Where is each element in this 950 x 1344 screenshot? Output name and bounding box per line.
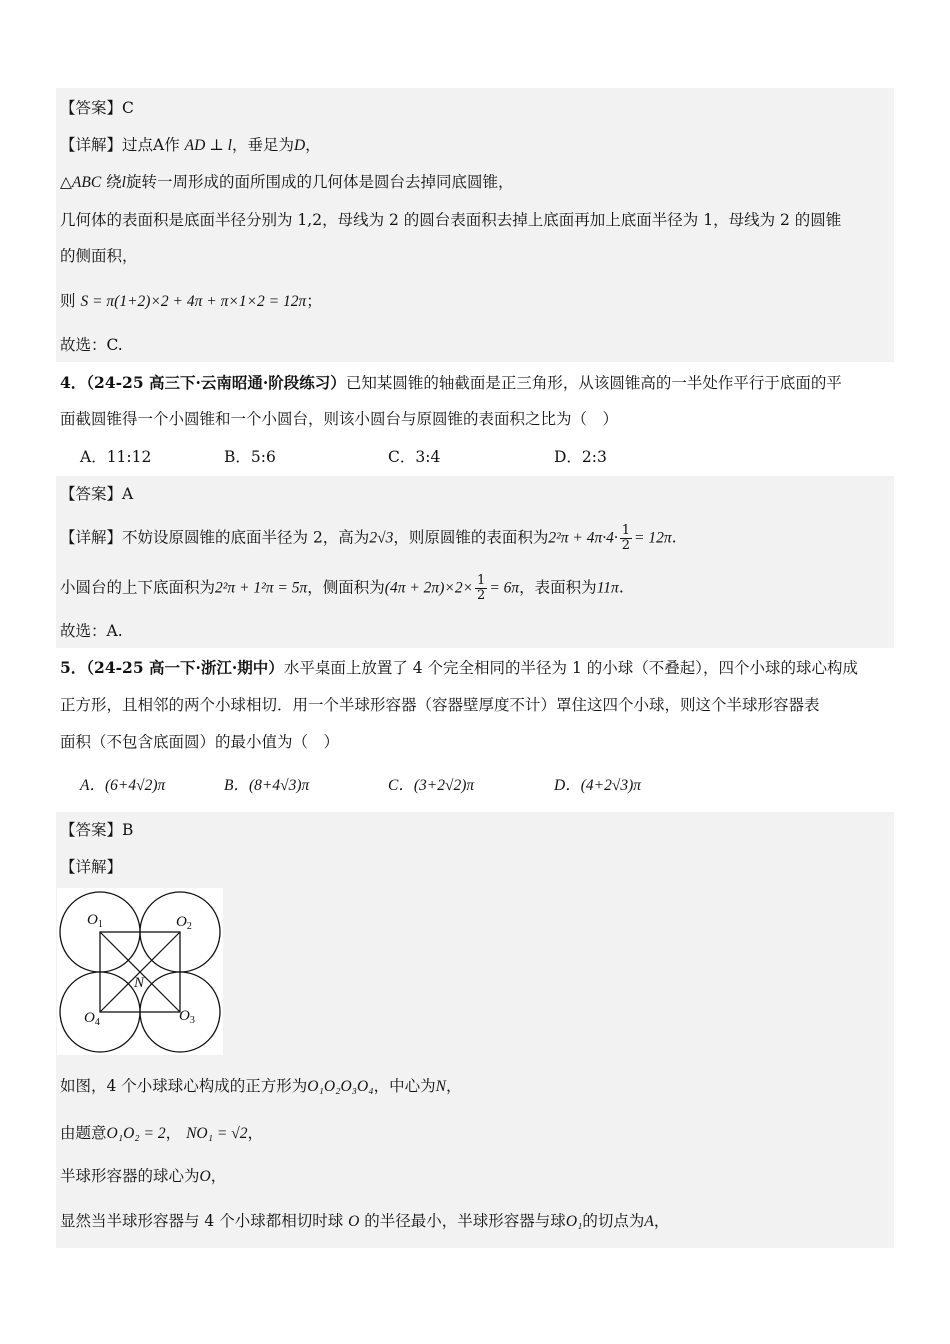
label-o4: $O_4$ — [84, 1010, 100, 1028]
q4-option-a: A．11:12 — [80, 448, 152, 466]
q3-detail-line3: 几何体的表面积是底面半径分别为 1,2，母线为 2 的圆台表面积去掉上底面再加上底面半径为 1，母线为 2 的圆锥 — [60, 211, 842, 229]
detail-label: 【详解】 — [60, 136, 123, 154]
label-o1: $O_1$ — [87, 912, 103, 930]
math-l: l — [121, 174, 126, 191]
math-expr: NO₁ = √2 — [186, 1125, 248, 1142]
q4-number: 4． — [60, 373, 87, 392]
math-expr: = 6π — [489, 579, 520, 597]
math-expr: 11π — [596, 579, 619, 597]
q3-detail-line1 — [60, 134, 321, 157]
fraction — [620, 524, 632, 553]
q5-option-d: D．(4+2√3)π — [554, 777, 641, 794]
math-d: D — [293, 137, 306, 154]
text: ， — [305, 136, 321, 154]
text: . — [671, 528, 677, 547]
text: ，垂足为 — [231, 136, 294, 154]
text: 小圆台的上下底面积为 — [60, 578, 216, 597]
text: 如图，4 个小球球心构成的正方形为 — [60, 1077, 308, 1095]
text: 已知某圆锥的轴截面是正三角形，从该圆锥高的一半处作平行于底面的平 — [345, 374, 842, 392]
text: ， — [247, 1124, 263, 1142]
q5-option-c: C．(3+2√2)π — [388, 777, 475, 794]
math-o1: O₁ — [565, 1213, 583, 1230]
q5-explain-line1 — [60, 1075, 462, 1098]
q4-detail-line1 — [60, 524, 677, 553]
math-expr: = 12π — [634, 529, 672, 547]
q4-stem-line2: 面截圆锥得一个小圆锥和一个小圆台，则该小圆台与原圆锥的表面积之比为（ ） — [60, 410, 619, 428]
q3-detail-line4: 的侧面积， — [60, 247, 138, 265]
text: 由题意 — [60, 1124, 107, 1142]
fraction-numerator: 1 — [621, 523, 631, 538]
q4-source: （24-25 高三下·云南昭通·阶段练习） — [86, 373, 346, 392]
math-n: N — [435, 1078, 446, 1095]
q3-detail-line5 — [60, 290, 322, 313]
q5-stem-line1 — [60, 657, 858, 679]
text: ， — [653, 1212, 670, 1230]
text: ，则原圆锥的表面积为 — [393, 528, 549, 547]
math-expr: 2²π + 4π·4· — [548, 529, 618, 547]
q4-option-d: D．2:3 — [554, 448, 607, 466]
four-spheres-diagram — [57, 888, 223, 1055]
text: 的切点为 — [582, 1212, 645, 1230]
text: ； — [306, 292, 322, 310]
label-n: N — [134, 975, 145, 991]
math-surface-area: S = π(1+2)×2 + 4π + π×1×2 = 12π — [80, 293, 307, 310]
fraction — [475, 574, 487, 603]
q4-answer-block — [56, 476, 894, 648]
q4-option-b: B．5:6 — [224, 448, 276, 466]
detail-label: 【详解】 — [60, 528, 123, 547]
text: 显然当半球形容器与 4 个小球都相切时球 — [60, 1212, 344, 1230]
q4-conclusion: 故选：A. — [60, 622, 123, 640]
math-triangle: △ABC — [60, 174, 102, 191]
text: 过点A作 — [122, 136, 180, 154]
text: 不妨设原圆锥的底面半径为 2，高为 — [122, 528, 370, 547]
q5-detail-label: 【详解】 — [60, 858, 123, 876]
q3-answer: 【答案】C — [60, 99, 134, 117]
math-square: O₁O₂O₃O₄ — [307, 1078, 374, 1095]
q4-detail-line2 — [60, 574, 624, 603]
math-height: 2√3 — [369, 529, 394, 547]
text: 绕 — [106, 173, 122, 191]
text: 旋转一周形成的面所围成的几何体是圆台去掉同底圆锥， — [125, 173, 514, 191]
text: 半球形容器的球心为 — [60, 1167, 200, 1185]
q3-conclusion: 故选：C. — [60, 336, 123, 354]
math-a: A — [644, 1213, 654, 1230]
text: 水平桌面上放置了 4 个完全相同的半径为 1 的小球（不叠起），四个小球的球心构成 — [283, 659, 858, 677]
text: 的半径最小，半球形容器与球 — [364, 1212, 566, 1230]
fraction-denominator: 2 — [477, 588, 486, 603]
q5-explain-line4 — [60, 1210, 669, 1233]
q5-answer: 【答案】B — [60, 821, 134, 839]
q4-stem-line1 — [60, 372, 842, 394]
q5-explain-line2 — [60, 1122, 263, 1145]
text: 则 — [60, 292, 76, 310]
q5-option-a: A．(6+4√2)π — [80, 777, 166, 794]
q5-stem-line3: 面积（不包含底面圆）的最小值为（ ） — [60, 733, 340, 751]
text: . — [618, 578, 624, 597]
q4-answer: 【答案】A — [60, 485, 134, 503]
q5-number: 5． — [60, 658, 87, 677]
label-o2: $O_2$ — [176, 914, 192, 932]
math-expr: (4π + 2π)×2× — [384, 579, 474, 597]
text: ， — [446, 1077, 462, 1095]
math-o: O — [199, 1168, 211, 1185]
text: ， — [210, 1167, 227, 1185]
label-o3: $O_3$ — [179, 1008, 195, 1026]
text: ， — [165, 1124, 182, 1142]
text: ，表面积为 — [519, 578, 597, 597]
fraction-denominator: 2 — [621, 538, 631, 553]
q5-explain-line3 — [60, 1165, 226, 1188]
math-expr: O₁O₂ = 2 — [106, 1125, 166, 1142]
q4-option-c: C．3:4 — [388, 448, 441, 466]
fraction-numerator: 1 — [477, 573, 486, 588]
text: ，侧面积为 — [307, 578, 385, 597]
math-expr: 2²π + 1²π = 5π — [215, 579, 308, 597]
q5-source: （24-25 高一下·浙江·期中） — [86, 658, 284, 677]
q5-option-b: B．(8+4√3)π — [224, 777, 310, 794]
q5-stem-line2: 正方形，且相邻的两个小球相切．用一个半球形容器（容器壁厚度不计）罩住这四个小球，则这个半球形容器表 — [60, 696, 820, 714]
text: ，中心为 — [373, 1077, 436, 1095]
q3-detail-line2 — [60, 171, 513, 194]
q5-figure — [57, 888, 223, 1055]
math-o: O — [348, 1213, 360, 1230]
math-perpendicular: AD ⊥ l — [184, 137, 232, 154]
